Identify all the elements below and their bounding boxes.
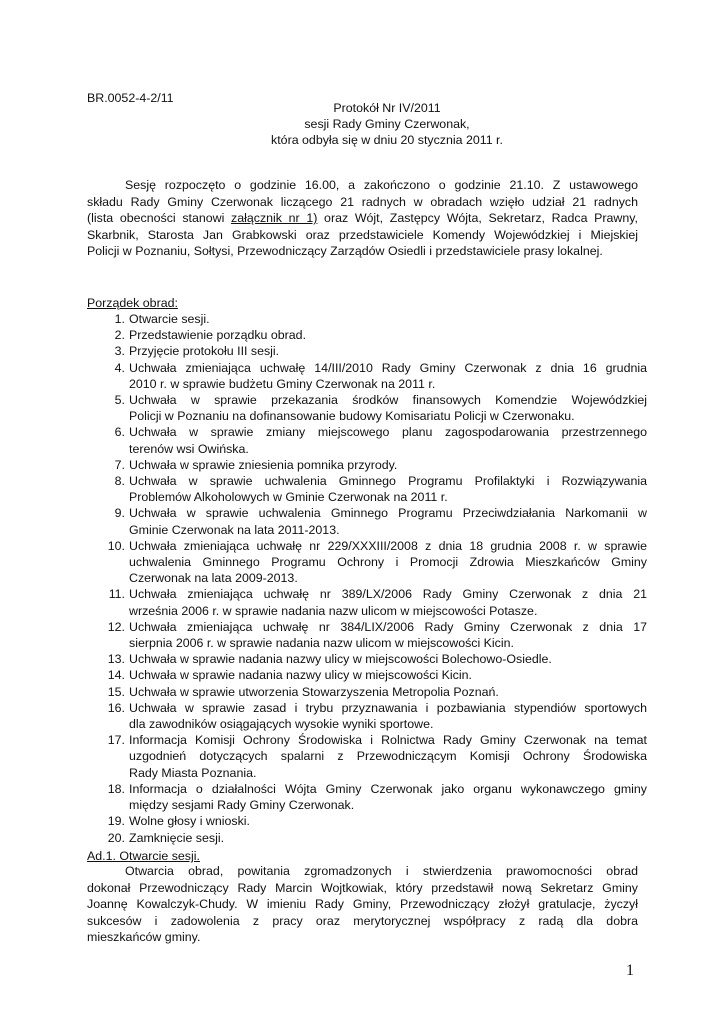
intro-text: oraz Wójt, Zastępcy Wójta, Sekretarz, Radca Prawny, xyxy=(317,211,638,226)
page-number: 1 xyxy=(626,962,634,979)
agenda-item xyxy=(87,619,647,651)
agenda-item-number: 11. xyxy=(108,587,125,602)
agenda-item-number: 6. xyxy=(114,425,125,440)
ad1-heading: Ad.1. Otwarcie sesji. xyxy=(87,849,200,863)
agenda-item xyxy=(87,424,647,456)
agenda-item xyxy=(87,700,647,732)
agenda-item-number: 10. xyxy=(107,538,125,553)
intro-line xyxy=(87,210,638,227)
agenda-item xyxy=(87,473,647,505)
agenda-item-text: Uchwała w sprawie uchwalenia Gminnego Programu Profilaktyki i Rozwiązywania xyxy=(129,474,647,489)
agenda-item xyxy=(87,327,647,343)
agenda-item-text: Uchwała w sprawie nadania nazwy ulicy w miejscowości Bolechowo-Osiedle. xyxy=(129,652,552,667)
agenda-item-number: 15. xyxy=(107,684,125,699)
agenda-item-text: Rady Miasta Poznania. xyxy=(129,765,257,780)
document-signature: BR.0052-4-2/11 xyxy=(87,91,174,105)
agenda-item-text: terenów wsi Owińska. xyxy=(129,441,249,456)
agenda-item-text: Informacja o działalności Wójta Gminy Czerwonak jako organu wykonawczego gminy xyxy=(129,781,647,796)
agenda-list xyxy=(87,311,647,846)
ad1-line: sukcesów i zadowolenia z pracy oraz merytorycznej współpracy z radą dla dobra xyxy=(87,913,638,928)
agenda-item-number: 4. xyxy=(114,360,125,375)
agenda-item xyxy=(87,684,647,700)
ad1-paragraph xyxy=(87,863,638,946)
agenda-item-number: 9. xyxy=(114,506,125,521)
agenda-item-text: Przedstawienie porządku obrad. xyxy=(129,328,307,343)
agenda-item xyxy=(87,343,647,359)
agenda-item-text: Problemów Alkoholowych w Gminie Czerwonak na 2011 r. xyxy=(129,490,448,505)
agenda-item-number: 1. xyxy=(114,312,125,326)
agenda-item-text: sierpnia 2006 r. w sprawie nadania nazw ulicom w miejscowości Kicin. xyxy=(129,636,514,651)
agenda-item-text: Otwarcie sesji. xyxy=(129,312,210,326)
ad1-line: Otwarcia obrad, powitania zgromadzonych i stwierdzenia prawomocności obrad xyxy=(125,864,638,878)
agenda-item-text: Uchwała w sprawie utworzenia Stowarzyszenia Metropolia Poznań. xyxy=(129,684,499,699)
agenda-item-text: dla zawodników osiągających wysokie wyniki sportowe. xyxy=(129,717,434,732)
intro-line: Skarbnik, Starosta Jan Grabkowski oraz przedstawiciele Komendy Wojewódzkiej i Miejskiej xyxy=(87,227,638,242)
intro-text: (lista obecności stanowi xyxy=(87,211,232,226)
ad1-line: dokonał Przewodniczący Rady Marcin Wojtkowiak, który przedstawił nową Sekretarz Gminy xyxy=(87,880,638,895)
agenda-item-text: Uchwała w sprawie nadania nazwy ulicy w miejscowości Kicin. xyxy=(129,668,472,683)
agenda-item-number: 12. xyxy=(107,619,125,634)
agenda-item xyxy=(87,667,647,683)
agenda-item-text: Uchwała w sprawie zniesienia pomnika przyrody. xyxy=(129,457,398,472)
agenda-item-number: 8. xyxy=(114,474,125,489)
agenda-item-number: 7. xyxy=(114,457,125,472)
agenda-item xyxy=(87,360,647,392)
agenda-item-number: 19. xyxy=(107,814,125,829)
agenda-item-text: uzgodnień dotyczących spalarni z Przewodniczącym Komisji Ochrony Środowiska xyxy=(129,749,647,764)
agenda-item-text: Uchwała w sprawie zasad i trybu przyznawania i pozbawiania stypendiów sportowych xyxy=(129,700,647,715)
agenda-item-text: Uchwała zmieniająca uchwałę nr 384/LIX/2006 Rady Gminy Czerwonak z dnia 17 xyxy=(129,619,647,634)
agenda-item-text: Gminie Czerwonak na lata 2011-2013. xyxy=(129,522,340,537)
agenda-item xyxy=(87,538,647,587)
agenda-item-number: 3. xyxy=(114,344,125,359)
agenda-item-text: Zamknięcie sesji. xyxy=(129,830,225,845)
agenda-item-number: 20. xyxy=(107,830,125,845)
agenda-item-text: Uchwała w sprawie przekazania środków finansowych Komendzie Wojewódzkiej xyxy=(129,393,647,408)
agenda-item-text: września 2006 r. w sprawie nadania nazw ulicom w miejscowości Potasze. xyxy=(129,603,538,618)
agenda-item xyxy=(87,311,647,327)
agenda-item xyxy=(87,505,647,537)
agenda-item-text: Wolne głosy i wnioski. xyxy=(129,814,250,829)
agenda-item xyxy=(87,651,647,667)
agenda-item xyxy=(87,813,647,829)
agenda-heading: Porządek obrad: xyxy=(87,296,178,310)
agenda-item-text: Uchwała w sprawie uchwalenia Gminnego Programu Przeciwdziałania Narkomanii w xyxy=(129,506,647,521)
ad1-line: mieszkańców gminy. xyxy=(87,930,201,945)
agenda-item-text: Policji w Poznaniu na dofinansowanie budowy Komisariatu Policji w Czerwonaku. xyxy=(129,409,575,424)
agenda-item-text: Informacja Komisji Ochrony Środowiska i Rolnictwa Rady Gminy Czerwonak na temat xyxy=(129,733,647,748)
agenda-item-number: 5. xyxy=(114,393,125,408)
agenda-item-number: 18. xyxy=(107,781,125,796)
agenda-item xyxy=(87,586,647,618)
agenda-item xyxy=(87,457,647,473)
agenda-item xyxy=(87,781,647,813)
agenda-item-number: 16. xyxy=(107,700,125,715)
agenda-item-text: Przyjęcie protokołu III sesji. xyxy=(129,344,280,359)
agenda-item-number: 13. xyxy=(107,652,125,667)
agenda-item-number: 2. xyxy=(114,328,125,343)
agenda-item-text: Uchwała w sprawie zmiany miejscowego planu zagospodarowania przestrzennego xyxy=(129,425,647,440)
agenda-item-text: Uchwała zmieniająca uchwałę nr 229/XXXIII/2008 z dnia 18 grudnia 2008 r. w sprawie xyxy=(129,538,647,553)
agenda-item-text: uchwalenia Gminnego Programu Ochrony i Promocji Zdrowia Mieszkańców Gminy xyxy=(129,555,647,570)
agenda-item-text: Uchwała zmieniająca uchwałę nr 389/LX/2006 Rady Gminy Czerwonak z dnia 21 xyxy=(129,587,647,602)
session-subtitle: sesji Rady Gminy Czerwonak, xyxy=(304,117,470,131)
protocol-title: Protokół Nr IV/2011 xyxy=(333,101,441,115)
agenda-item-text: Czerwonak na lata 2009-2013. xyxy=(129,571,298,586)
session-date: która odbyła się w dniu 20 stycznia 2011 r. xyxy=(271,133,503,147)
agenda-item-text: Uchwała zmieniająca uchwałę 14/III/2010 Rady Gminy Czerwonak z dnia 16 grudnia xyxy=(129,360,647,375)
agenda-item xyxy=(87,732,647,781)
agenda-item xyxy=(87,830,647,846)
ad1-line: Joannę Kowalczyk-Chudy. W imieniu Rady Gminy, Przewodniczący złożył gratulacje, życzył xyxy=(87,897,638,912)
attachment-link[interactable]: załącznik nr 1) xyxy=(231,211,318,226)
agenda-item-number: 17. xyxy=(107,733,125,748)
agenda-item-text: 2010 r. w sprawie budżetu Gminy Czerwonak na 2011 r. xyxy=(129,376,436,391)
intro-paragraph xyxy=(87,177,638,260)
agenda-item-text: między sesjami Rady Gminy Czerwonak. xyxy=(129,798,355,813)
intro-line: składu Rady Gminy Czerwonak liczącego 21 radnych w obradach wzięło udział 21 radnych xyxy=(87,194,638,209)
agenda-item xyxy=(87,392,647,424)
agenda-item-number: 14. xyxy=(107,668,125,683)
intro-line: Sesję rozpoczęto o godzinie 16.00, a zakończono o godzinie 21.10. Z ustawowego xyxy=(125,178,638,192)
intro-line: Policji w Poznaniu, Sołtysi, Przewodniczący Zarządów Osiedli i przedstawiciele prasy lokalnej. xyxy=(87,244,603,259)
